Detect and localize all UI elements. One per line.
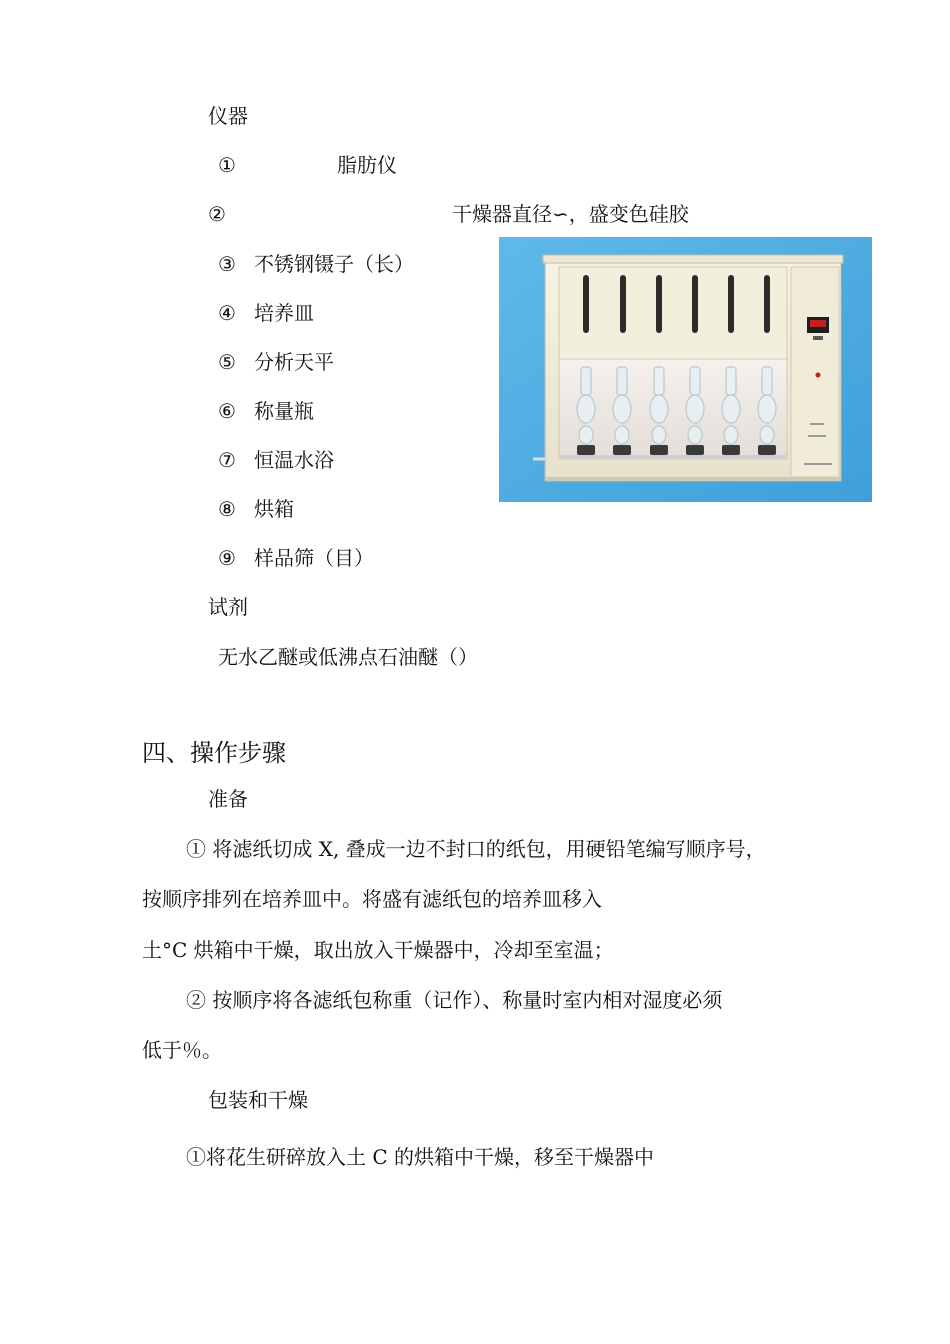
instrument-item: 称量瓶 xyxy=(254,399,314,423)
instrument-item: 样品筛（目） xyxy=(254,546,374,570)
instrument-number: ③ xyxy=(218,252,236,276)
prep-step1-line2: 按顺序排列在培养皿中。将盛有滤纸包的培养皿移入 xyxy=(142,887,602,911)
instrument-item: 培养皿 xyxy=(254,301,314,325)
prep-step2-line1: ② 按顺序将各滤纸包称重（记作）、称量时室内相对湿度必须 xyxy=(186,988,723,1012)
prep-step1-line1: ① 将滤纸切成 X, 叠成一边不封口的纸包，用硬铅笔编写顺序号， xyxy=(186,837,766,861)
section-title: 四、操作步骤 xyxy=(142,739,286,767)
prep-step1-line3: 土°C 烘箱中干燥，取出放入干燥器中，冷却至室温； xyxy=(142,938,614,962)
instruments-heading: 仪器 xyxy=(208,104,248,128)
prep-heading: 准备 xyxy=(208,787,248,811)
reagents-text: 无水乙醚或低沸点石油醚（） xyxy=(218,645,478,669)
fat-analyzer-photo xyxy=(499,237,872,502)
pack-step1: ①将花生研碎放入土 C 的烘箱中干燥，移至干燥器中 xyxy=(186,1145,655,1169)
instrument-item: 脂肪仪 xyxy=(337,153,397,177)
instrument-number: ⑤ xyxy=(218,350,236,374)
instrument-number: ④ xyxy=(218,301,236,325)
prep-step2-line2: 低于％。 xyxy=(142,1038,222,1062)
instrument-item: 干燥器直径∽，盛变色硅胶 xyxy=(452,202,689,226)
reagents-heading: 试剂 xyxy=(208,595,248,619)
instrument-item: 分析天平 xyxy=(254,350,334,374)
instrument-item: 恒温水浴 xyxy=(254,448,334,472)
instrument-number: ⑨ xyxy=(218,546,236,570)
instrument-item: 不锈钢镊子（长） xyxy=(254,252,414,276)
instrument-item: 烘箱 xyxy=(254,497,294,521)
instrument-number: ① xyxy=(218,153,236,177)
instrument-number: ⑧ xyxy=(218,497,236,521)
instrument-number: ⑦ xyxy=(218,448,236,472)
instrument-number: ⑥ xyxy=(218,399,236,423)
pack-heading: 包装和干燥 xyxy=(208,1088,308,1112)
instrument-number: ② xyxy=(208,202,226,226)
